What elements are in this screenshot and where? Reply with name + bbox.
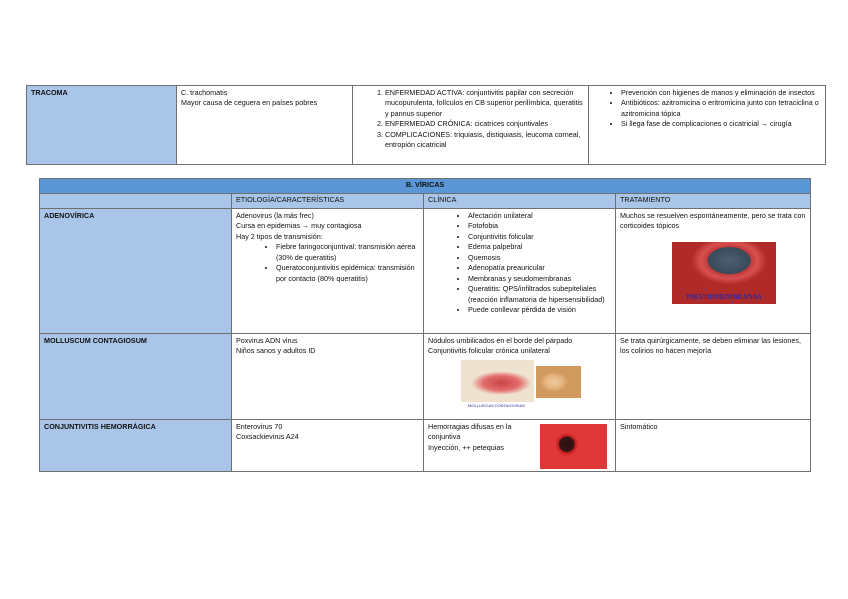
header-clinical: CLÍNICA xyxy=(424,194,616,209)
list-item: • Prevención con higienes de manos y eliminación de insectos xyxy=(621,88,821,98)
list-item: • Queratoconjuntivitis epidémica: transmisión por contacto (80% queratitis) xyxy=(276,263,419,284)
adeno-etiology: Adenovirus (la más frec) Cursa en epidemias → muy contagiosa Hay 2 tipos de transmisión: • Fiebre faringoconjuntival: transmisión aérea (30% de queratitis) • Queratoconjuntivitis epidémica: transmisión por contacto (80% queratitis) xyxy=(232,209,424,334)
list-item: 2. ENFERMEDAD CRÓNICA: cicatrices conjuntivales xyxy=(385,119,584,129)
adeno-clinical xyxy=(424,209,616,334)
molluscum-etiology: Poxvirus ADN virus Niños sanos y adultos ID xyxy=(232,334,424,420)
list-item: • Queratitis: QPS/infiltrados subepiteliales (reacción inflamatoria de hipersensibilidad) xyxy=(468,284,611,305)
list-item: • Fotofobia xyxy=(468,221,611,231)
hemorrhagic-eye-image xyxy=(540,424,607,469)
hemorrhagic-treatment: Sintomático xyxy=(616,420,811,472)
viral-table xyxy=(39,178,811,472)
molluscum-treatment: Se trata quirúrgicamente, se deben eliminar las lesiones, los colirios no hacen mejoría xyxy=(616,334,811,420)
hemorrhagic-name: CONJUNTIVITIS HEMORRÁGICA xyxy=(40,420,232,472)
molluscum-eye-image xyxy=(461,360,534,402)
trachoma-name: TRACOMA xyxy=(27,86,177,165)
adeno-name: ADENOVÍRICA xyxy=(40,209,232,334)
adeno-treatment: Muchos se resuelven espontáneamente, pero se trata con corticoides tópicos PSEUDOMEMBRANAS xyxy=(616,209,811,334)
list-item: • Membranas y seudomembranas xyxy=(468,274,611,284)
image-caption: MOLLUSCUM CONTAGIOSUM xyxy=(468,402,525,408)
list-item: • Fiebre faringoconjuntival: transmisión aérea (30% de queratitis) xyxy=(276,242,419,263)
list-item: • Antibióticos: azitromicina o eritromicina junto con tetraciclina o azitromicina tópica xyxy=(621,98,821,119)
molluscum-lid-image xyxy=(536,366,581,398)
trachoma-table xyxy=(26,85,826,165)
list-item: 1. ENFERMEDAD ACTIVA: conjuntivitis papilar con secreción mucopurulenta, folículos en CB superior perilímbica, queratitis y pannus superior xyxy=(385,88,584,119)
trachoma-etiology: C. trachomatis Mayor causa de ceguera en países pobres xyxy=(177,86,353,165)
hemorrhagic-clinical: Hemorragias difusas en la conjuntiva Inyección, ++ petequias xyxy=(424,420,616,472)
list-item: • Puede conllevar pérdida de visión xyxy=(468,305,611,315)
header-treatment: TRATAMIENTO xyxy=(616,194,811,209)
molluscum-clinical: Nódulos umbilicados en el borde del párpado Conjuntivitis folicular crónica unilateral MOLLUSCUM CONTAGIOSUM xyxy=(424,334,616,420)
header-empty xyxy=(40,194,232,209)
list-item: • Quemosis xyxy=(468,253,611,263)
list-item: • Afectación unilateral xyxy=(468,211,611,221)
list-item: • Conjuntivitis folicular xyxy=(468,232,611,242)
list-item: • Si llega fase de complicaciones o cicatricial → cirugía xyxy=(621,119,821,129)
list-item: • Adenopatía preauricular xyxy=(468,263,611,273)
hemorrhagic-etiology: Enterovirus 70 Coxsackievirus A24 xyxy=(232,420,424,472)
molluscum-name: MOLLUSCUM CONTAGIOSUM xyxy=(40,334,232,420)
trachoma-treatment xyxy=(589,86,826,165)
trachoma-clinical xyxy=(353,86,589,165)
list-item: 3. COMPLICACIONES: triquiasis, distiquiasis, leucoma corneal, entropión cicatricial xyxy=(385,130,584,151)
list-item: • Edema palpebral xyxy=(468,242,611,252)
header-etiology: ETIOLOGÍA/CARACTERÍSTICAS xyxy=(232,194,424,209)
image-caption: PSEUDOMEMBRANAS xyxy=(686,292,762,301)
pseudomembrane-eye-image xyxy=(672,242,776,304)
viral-title: B. VÍRICAS xyxy=(40,179,811,194)
